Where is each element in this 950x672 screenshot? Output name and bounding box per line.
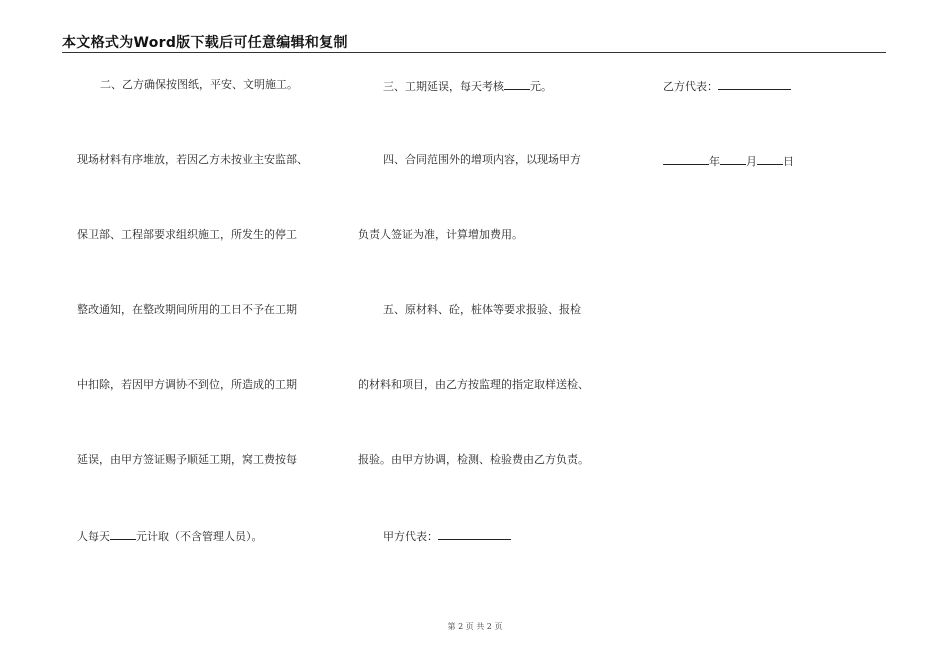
clause-4-line-2: 负责人签证为准，计算增加费用。 [358,228,523,241]
month-blank [720,153,746,165]
clause-5-line-3: 报验。由甲方协调，检测、检验费由乙方负责。 [358,453,589,466]
fill-blank-daily-rate [110,528,136,540]
year-label: 年 [709,155,720,168]
month-label: 月 [746,155,757,168]
party-a-label: 甲方代表： [383,530,438,543]
clause-2-line-5: 中扣除，若因甲方调协不到位，所造成的工期 [77,378,297,391]
party-a-signature-line [383,528,511,544]
clause-2-line-7-end: 元计取（不含管理人员）。 [136,530,263,543]
clause-5-line-2: 的材料和项目，由乙方按监理的指定取样送检、 [358,378,589,391]
clause-2-line-1: 二、乙方确保按图纸，平安、文明施工。 [100,78,298,91]
clause-2-line-7 [77,528,263,544]
party-a-signature-blank [438,528,511,540]
clause-4-line-1: 四、合同范围外的增项内容，以现场甲方 [383,153,581,166]
header-rule [62,52,886,53]
year-blank [663,153,709,165]
party-b-signature-blank [718,78,791,90]
clause-2-line-4: 整改通知，在整改期间所用的工日不予在工期 [77,303,297,316]
date-line [663,153,794,169]
clause-2-line-7-start: 人每天 [77,530,110,543]
clause-2-line-3: 保卫部、工程部要求组织施工，所发生的停工 [77,228,297,241]
clause-2-line-6: 延误，由甲方签证赐予顺延工期，窝工费按每 [77,453,297,466]
clause-3-line [383,78,552,94]
clause-5-line-1: 五、原材料、砼，桩体等要求报验、报检 [383,303,581,316]
day-blank [757,153,783,165]
clause-2-line-2: 现场材料有序堆放，若因乙方未按业主安监部、 [77,153,308,166]
page-number: 第 2 页 共 2 页 [447,622,503,631]
clause-3-unit: 元。 [530,80,552,93]
party-b-label: 乙方代表： [663,80,718,93]
day-label: 日 [783,155,794,168]
page-header: 本文格式为Word版下载后可任意编辑和复制 [62,35,348,51]
fill-blank-penalty [504,78,530,90]
clause-3-text: 三、工期延误，每天考核 [383,80,504,93]
party-b-signature-line [663,78,791,94]
